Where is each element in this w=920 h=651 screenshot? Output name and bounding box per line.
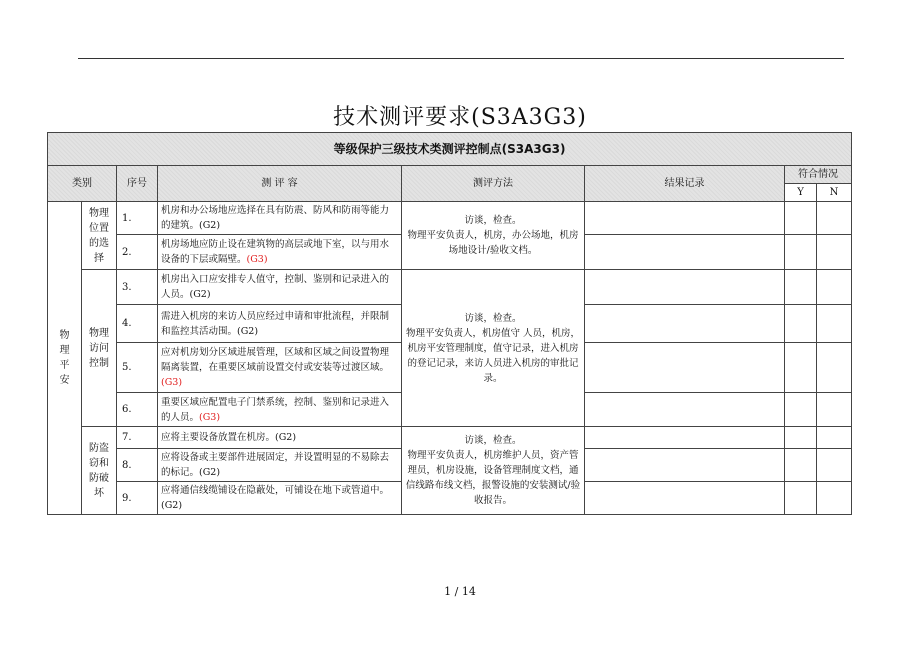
result-cell[interactable] xyxy=(585,270,785,305)
table-row xyxy=(48,202,852,235)
requirement-text xyxy=(158,343,402,393)
method-cell: 访谈，检查。 物理平安负责人，机房值守 人员，机房，机房平安管理制度，值守记录，进入机房的登记记录，来访人员进入机房的审批记录。 xyxy=(402,270,585,427)
level-tag: (G3) xyxy=(246,254,268,265)
conform-no-cell[interactable] xyxy=(817,393,852,427)
main-category-cell: 物理平安 xyxy=(48,202,82,515)
document-title: 技术测评要求(S3A3G3) xyxy=(333,105,587,130)
row-number: 4. xyxy=(117,305,158,343)
conform-no-cell[interactable] xyxy=(817,270,852,305)
requirement-body: 机房和办公场地应选择在具有防震、防风和防雨等能力的建筑。 xyxy=(161,205,390,231)
result-cell[interactable] xyxy=(585,482,785,515)
header-method: 测评方法 xyxy=(402,166,585,202)
header-result: 结果记录 xyxy=(585,166,785,202)
result-cell[interactable] xyxy=(585,427,785,449)
method-cell: 访谈，检查。 物理平安负责人，机房维护人员，资产管理员，机房设施，设备管理制度文档，通信线路布线文档，报警设施的安装测试/验收报告。 xyxy=(402,427,585,515)
header-yes: Y xyxy=(785,184,817,202)
conform-no-cell[interactable] xyxy=(817,449,852,482)
row-number: 7. xyxy=(117,427,158,449)
conform-yes-cell[interactable] xyxy=(785,235,817,270)
row-number: 1. xyxy=(117,202,158,235)
conform-yes-cell[interactable] xyxy=(785,427,817,449)
requirement-text xyxy=(158,482,402,515)
row-number: 2. xyxy=(117,235,158,270)
header-content: 测 评 容 xyxy=(158,166,402,202)
row-number: 9. xyxy=(117,482,158,515)
header-seq: 序号 xyxy=(117,166,158,202)
level-tag: (G2) xyxy=(199,467,221,478)
requirement-text xyxy=(158,427,402,449)
level-tag: (G3) xyxy=(161,377,183,388)
requirements-table xyxy=(47,132,852,515)
result-cell[interactable] xyxy=(585,235,785,270)
conform-yes-cell[interactable] xyxy=(785,449,817,482)
row-number: 6. xyxy=(117,393,158,427)
header-conformity: 符合情况 xyxy=(785,166,852,184)
requirement-text xyxy=(158,235,402,270)
requirement-text xyxy=(158,270,402,305)
requirement-body: 重要区域应配置电子门禁系统，控制、鉴别和记录进入的人员。 xyxy=(161,396,390,423)
row-number: 8. xyxy=(117,449,158,482)
requirement-text xyxy=(158,202,402,235)
subcategory-cell: 防盗窃和防破坏 xyxy=(82,427,117,515)
subcategory-cell: 物理访问控制 xyxy=(82,270,117,427)
conform-yes-cell[interactable] xyxy=(785,202,817,235)
level-tag: (G2) xyxy=(199,220,221,231)
header-category: 类别 xyxy=(48,166,117,202)
method-cell: 访谈，检查。 物理平安负责人，机房，办公场地，机房场地设计/验收文档。 xyxy=(402,202,585,270)
conform-yes-cell[interactable] xyxy=(785,270,817,305)
level-tag: (G2) xyxy=(275,432,297,443)
header-no: N xyxy=(817,184,852,202)
result-cell[interactable] xyxy=(585,393,785,427)
conform-no-cell[interactable] xyxy=(817,202,852,235)
table-row xyxy=(48,427,852,449)
requirement-text xyxy=(158,305,402,343)
conform-yes-cell[interactable] xyxy=(785,343,817,393)
result-cell[interactable] xyxy=(585,202,785,235)
result-cell[interactable] xyxy=(585,449,785,482)
requirement-body: 机房出入口应安排专人值守，控制、鉴别和记录进入的人员。 xyxy=(161,274,390,300)
conform-no-cell[interactable] xyxy=(817,482,852,515)
requirement-text xyxy=(158,393,402,427)
level-tag: (G2) xyxy=(237,325,259,337)
table-caption: 等级保护三级技术类测评控制点(S3A3G3) xyxy=(48,133,852,166)
requirement-body: 需进入机房的来访人员应经过申请和审批流程，并限制和监控其活动围。 xyxy=(161,310,390,337)
requirement-body: 应将设备或主要部件进展固定，并设置明显的不易除去的标记。 xyxy=(161,452,390,478)
conform-yes-cell[interactable] xyxy=(785,305,817,343)
requirement-body: 应将通信线缆铺设在隐蔽处，可铺设在地下或管道中。 xyxy=(161,485,390,496)
requirement-body: 机房场地应防止设在建筑物的高层或地下室，以与用水设备的下层或隔壁。 xyxy=(161,239,390,265)
level-tag: (G2) xyxy=(189,289,211,300)
header-rule xyxy=(78,58,844,59)
table-row xyxy=(48,270,852,305)
requirement-body: 应将主要设备放置在机房。 xyxy=(161,432,276,443)
level-tag: (G2) xyxy=(161,500,183,511)
requirement-text xyxy=(158,449,402,482)
conform-yes-cell[interactable] xyxy=(785,482,817,515)
conform-yes-cell[interactable] xyxy=(785,393,817,427)
page-number: 1 / 14 xyxy=(444,585,476,598)
conform-no-cell[interactable] xyxy=(817,343,852,393)
conform-no-cell[interactable] xyxy=(817,305,852,343)
row-number: 5. xyxy=(117,343,158,393)
requirement-body: 应对机房划分区域进展管理，区域和区域之间设置物理隔离装置，在重要区域前设置交付或安装等过渡区域。 xyxy=(161,347,390,373)
conform-no-cell[interactable] xyxy=(817,427,852,449)
row-number: 3. xyxy=(117,270,158,305)
level-tag: (G3) xyxy=(199,411,221,423)
result-cell[interactable] xyxy=(585,305,785,343)
conform-no-cell[interactable] xyxy=(817,235,852,270)
result-cell[interactable] xyxy=(585,343,785,393)
subcategory-cell: 物理位置的选择 xyxy=(82,202,117,270)
